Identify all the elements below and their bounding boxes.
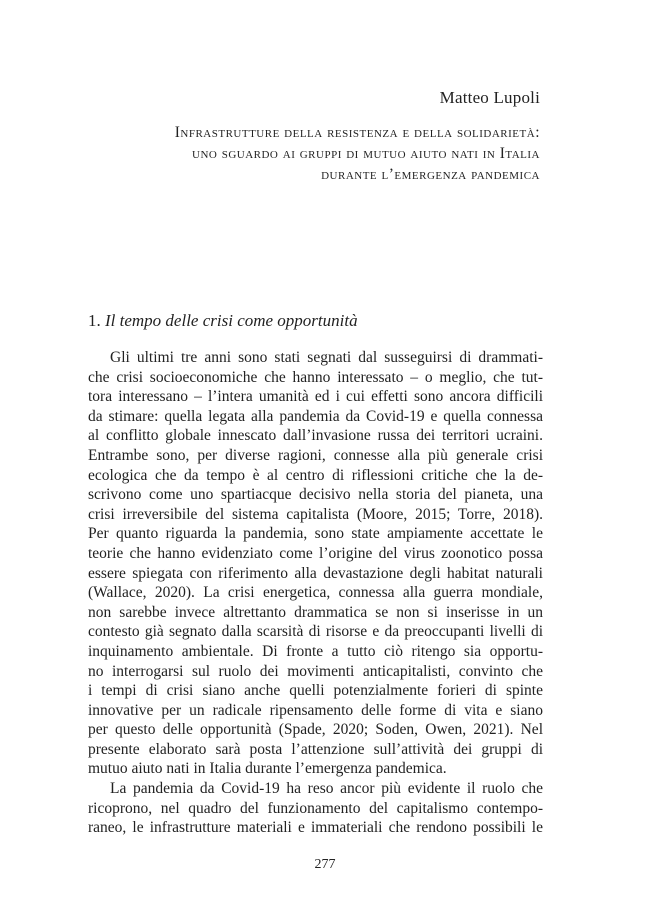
text-line: inquinamento ambientale. Di fronte a tutto ciò ritengo sia opportu-	[88, 642, 543, 660]
text-line: tora interessano – l’intera umanità ed i cui effetti sono ancora difficili	[88, 388, 543, 406]
text-line: ricoprono, nel quadro del funzionamento del capitalismo contempo-	[88, 799, 543, 817]
section-heading	[88, 311, 358, 331]
text-line: Entrambe sono, per diverse ragioni, connesse alla più generale crisi	[88, 446, 543, 464]
text-line: non sarebbe invece altrettanto drammatica se non si inserisse in un	[88, 603, 543, 621]
text-line: ecologica che da tempo è al centro di riflessioni critiche che la de-	[88, 466, 543, 484]
text-line: scrivono come uno spartiacque decisivo nella storia del pianeta, una	[88, 486, 543, 504]
section-title: Il tempo delle crisi come opportunità	[105, 311, 358, 330]
text-line: al conflitto globale innescato dall’invasione russa dei territori ucraini.	[88, 427, 543, 445]
body-text	[88, 348, 543, 838]
text-line: essere spiegata con riferimento alla devastazione degli habitat naturali	[88, 564, 543, 582]
text-line: (Wallace, 2020). La crisi energetica, connessa alla guerra mondiale,	[88, 584, 543, 602]
text-line: La pandemia da Covid-19 ha reso ancor più evidente il ruolo che	[110, 780, 543, 798]
text-line: per questo delle opportunità (Spade, 2020; Soden, Owen, 2021). Nel	[88, 721, 543, 739]
text-line: che crisi socioeconomiche che hanno interessato – o meglio, che tut-	[88, 368, 543, 386]
text-line: raneo, le infrastrutture materiali e immateriali che rendono possibili le	[88, 819, 543, 837]
text-line: i tempi di crisi siano anche quelli potenzialmente forieri di spinte	[88, 682, 543, 700]
text-line: contesto già segnato dalla scarsità di risorse e da preoccupanti livelli di	[88, 623, 543, 641]
text-line: presente elaborato sarà posta l’attenzione sull’attività dei gruppi di	[88, 740, 543, 758]
chapter-title-line: uno sguardo ai gruppi di mutuo aiuto nati in Italia	[192, 145, 540, 162]
text-line: mutuo aiuto nati in Italia durante l’emergenza pandemica.	[88, 760, 447, 778]
section-number: 1.	[88, 311, 101, 330]
text-line: crisi irreversibile del sistema capitalista (Moore, 2015; Torre, 2018).	[88, 505, 543, 523]
text-line: Gli ultimi tre anni sono stati segnati dal susseguirsi di drammati-	[110, 349, 543, 366]
chapter-title-line: Infrastrutture della resistenza e della solidarietà:	[174, 124, 540, 141]
text-line: teorie che hanno evidenziato come l’origine del virus zoonotico possa	[88, 544, 543, 562]
chapter-title-line: durante l’emergenza pandemica	[321, 166, 540, 183]
page-number: 277	[314, 857, 336, 872]
author-name: Matteo Lupoli	[439, 88, 540, 107]
text-line: da stimare: quella legata alla pandemia da Covid-19 e quella connessa	[88, 407, 543, 425]
text-line: innovative per un radicale ripensamento delle forme di vita e siano	[88, 701, 543, 719]
chapter-title	[100, 122, 540, 185]
text-line: Per quanto riguarda la pandemia, sono state ampiamente accettate le	[88, 525, 543, 543]
text-line: no interrogarsi sul ruolo dei movimenti anticapitalisti, convinto che	[88, 662, 543, 680]
